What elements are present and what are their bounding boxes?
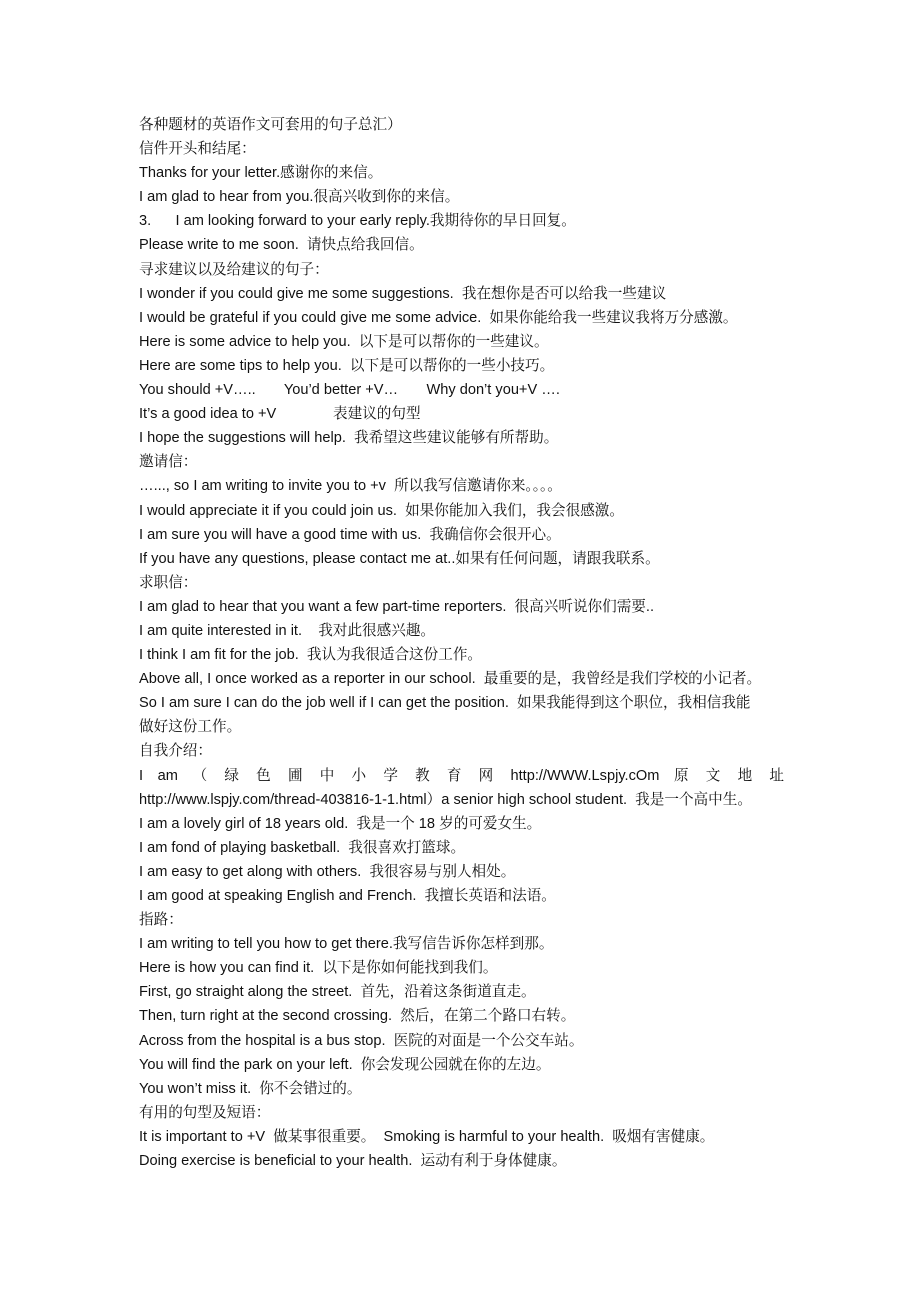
text-line: I wonder if you could give me some suggestions. 我在想你是否可以给我一些建议: [139, 285, 667, 302]
text-line: 寻求建议以及给建议的句子：: [139, 261, 329, 278]
text-line: 做好这份工作。: [139, 719, 242, 736]
text-line: Here are some tips to help you. 以下是可以帮你的一些小技巧。: [139, 357, 555, 374]
text-line: I would be grateful if you could give me some advice. 如果你能给我一些建议我将万分感激。: [139, 309, 738, 326]
text-line: You should +V….. You’d better +V… Why don’t you+V ….: [139, 382, 560, 399]
text-line: 3. I am looking forward to your early reply.我期待你的早日回复。: [139, 213, 576, 230]
text-line: So I am sure I can do the job well if I can get the position. 如果我能得到这个职位，我相信我能: [139, 695, 751, 712]
text-line: Doing exercise is beneficial to your health. 运动有利于身体健康。: [139, 1153, 567, 1170]
text-line: I am writing to tell you how to get there.我写信告诉你怎样到那。: [139, 936, 554, 953]
text-line: I am quite interested in it. 我对此很感兴趣。: [139, 622, 436, 639]
text-line: I think I am fit for the job. 我认为我很适合这份工作。: [139, 647, 483, 664]
text-line: Above all, I once worked as a reporter in our school. 最重要的是，我曾经是我们学校的小记者。: [139, 671, 762, 688]
text-line: I am good at speaking English and French. 我擅长英语和法语。: [139, 888, 556, 904]
text-line: Please write to me soon. 请快点给我回信。: [139, 237, 424, 254]
text-line: You won’t miss it. 你不会错过的。: [139, 1080, 362, 1097]
section-heading: 指路：: [139, 912, 183, 929]
text-line: Here is some advice to help you. 以下是可以帮你的一些建议。: [139, 333, 549, 350]
text-line: It is important to +V 做某事很重要。 Smoking is harmful to your health. 吸烟有害健康。: [139, 1128, 715, 1145]
text-line: Then, turn right at the second crossing. 然后，在第二个路口右转。: [139, 1008, 576, 1025]
text-line: I am （ 绿 色 圃 中 小 学 教 育 网 http://WWW.Lspjy.cOm 原 文 地 址: [139, 767, 784, 784]
text-line: I am sure you will have a good time with us. 我确信你会很开心。: [139, 526, 561, 543]
section-heading: 信件开头和结尾：: [139, 141, 256, 158]
text-line: I would appreciate it if you could join us. 如果你能加入我们，我会很感激。: [139, 502, 624, 519]
text-line: It’s a good idea to +V 表建议的句型: [139, 406, 421, 423]
text-line: I am fond of playing basketball. 我很喜欢打篮球。: [139, 839, 466, 856]
section-heading: 有用的句型及短语：: [139, 1104, 271, 1121]
text-line: I am glad to hear that you want a few part-time reporters. 很高兴听说你们需要..: [139, 598, 655, 615]
text-line: If you have any questions, please contact me at..如果有任何问题，请跟我联系。: [139, 550, 660, 567]
section-heading: 求职信：: [139, 574, 198, 591]
text-line: http://www.lspjy.com/thread-403816-1-1.html）a senior high school student. 我是一个高中生。: [139, 791, 752, 808]
text-line: 各种题材的英语作文可套用的句子总汇）: [139, 117, 402, 133]
text-line: …..., so I am writing to invite you to +v 所以我写信邀请你来。。。。: [139, 478, 562, 495]
text-line: Here is how you can find it. 以下是你如何能找到我们。: [139, 960, 498, 977]
section-heading: 邀请信：: [139, 454, 198, 471]
section-heading: 自我介绍：: [139, 743, 212, 760]
text-line: Thanks for your letter.感谢你的来信。: [139, 165, 383, 182]
text-line: I am glad to hear from you.很高兴收到你的来信。: [139, 189, 460, 206]
text-line: First, go straight along the street. 首先，沿着这条街道直走。: [139, 984, 536, 1001]
text-line: You will find the park on your left. 你会发现公园就在你的左边。: [139, 1056, 551, 1073]
document-body: [139, 113, 784, 1173]
text-line: I am easy to get along with others. 我很容易与别人相处。: [139, 863, 516, 880]
text-line: I hope the suggestions will help. 我希望这些建议能够有所帮助。: [139, 430, 559, 447]
text-line: Across from the hospital is a bus stop. 医院的对面是一个公交车站。: [139, 1032, 584, 1049]
text-line: I am a lovely girl of 18 years old. 我是一个 18 岁的可爱女生。: [139, 815, 542, 832]
